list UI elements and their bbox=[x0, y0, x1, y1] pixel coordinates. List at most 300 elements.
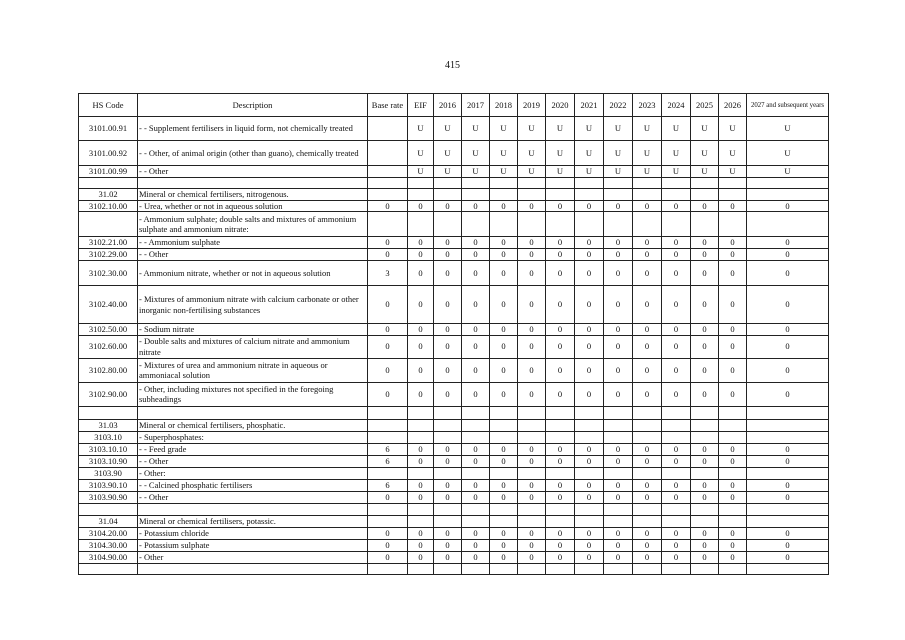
rate-cell: 0 bbox=[408, 455, 434, 467]
description-cell: - - Other bbox=[138, 166, 368, 178]
rate-cell: U bbox=[408, 166, 434, 178]
rate-cell bbox=[691, 515, 719, 527]
rate-cell: 0 bbox=[604, 324, 633, 336]
rate-cell: 0 bbox=[462, 261, 490, 286]
rate-cell: 0 bbox=[408, 261, 434, 286]
rate-cell bbox=[575, 467, 604, 479]
rate-cell: 0 bbox=[408, 382, 434, 406]
rate-cell: 0 bbox=[490, 527, 518, 539]
rate-cell bbox=[518, 503, 546, 515]
rate-cell: 0 bbox=[408, 335, 434, 358]
rate-cell: 0 bbox=[747, 237, 829, 249]
rate-cell: 0 bbox=[546, 443, 575, 455]
rate-cell: 0 bbox=[575, 237, 604, 249]
rate-cell: U bbox=[575, 117, 604, 141]
rate-cell: 0 bbox=[518, 479, 546, 491]
rate-cell bbox=[719, 212, 747, 237]
rate-cell bbox=[490, 177, 518, 188]
base-rate-cell bbox=[368, 419, 408, 431]
rate-cell bbox=[747, 419, 829, 431]
rate-cell bbox=[462, 212, 490, 237]
rate-cell: 0 bbox=[462, 382, 490, 406]
rate-cell: 0 bbox=[662, 324, 691, 336]
rate-cell: 0 bbox=[691, 286, 719, 324]
description-cell: - Other bbox=[138, 551, 368, 563]
header-year: 2025 bbox=[691, 94, 719, 117]
rate-cell: 0 bbox=[462, 551, 490, 563]
rate-cell: 0 bbox=[719, 539, 747, 551]
table-row bbox=[79, 117, 829, 141]
rate-cell: U bbox=[462, 141, 490, 166]
rate-cell bbox=[408, 563, 434, 574]
rate-cell: 0 bbox=[747, 261, 829, 286]
rate-cell: 0 bbox=[408, 200, 434, 212]
rate-cell: 0 bbox=[575, 479, 604, 491]
rate-cell: 0 bbox=[691, 527, 719, 539]
rate-cell bbox=[518, 431, 546, 443]
rate-cell: 0 bbox=[604, 443, 633, 455]
table-row bbox=[79, 324, 829, 336]
description-cell: Mineral or chemical fertilisers, phosphatic. bbox=[138, 419, 368, 431]
rate-cell: U bbox=[633, 117, 662, 141]
base-rate-cell: 0 bbox=[368, 382, 408, 406]
rate-cell: U bbox=[604, 141, 633, 166]
rate-cell bbox=[691, 177, 719, 188]
hs-code-cell bbox=[79, 406, 138, 419]
rate-cell bbox=[546, 188, 575, 200]
rate-cell bbox=[747, 467, 829, 479]
rate-cell: 0 bbox=[434, 479, 462, 491]
rate-cell: 0 bbox=[546, 479, 575, 491]
rate-cell bbox=[490, 212, 518, 237]
hs-code-cell bbox=[79, 212, 138, 237]
hs-code-cell bbox=[79, 503, 138, 515]
rate-cell: 0 bbox=[719, 249, 747, 261]
hs-code-cell: 3102.10.00 bbox=[79, 200, 138, 212]
rate-cell bbox=[490, 419, 518, 431]
base-rate-cell bbox=[368, 467, 408, 479]
rate-cell: 0 bbox=[633, 527, 662, 539]
base-rate-cell: 0 bbox=[368, 335, 408, 358]
rate-cell: 0 bbox=[408, 539, 434, 551]
rate-cell: 0 bbox=[434, 249, 462, 261]
rate-cell: 0 bbox=[462, 539, 490, 551]
table-row bbox=[79, 563, 829, 574]
rate-cell: 0 bbox=[546, 335, 575, 358]
rate-cell: 0 bbox=[546, 491, 575, 503]
rate-cell: 0 bbox=[719, 261, 747, 286]
rate-cell: 0 bbox=[518, 286, 546, 324]
rate-cell bbox=[633, 515, 662, 527]
rate-cell bbox=[546, 563, 575, 574]
rate-cell: U bbox=[434, 141, 462, 166]
rate-cell: 0 bbox=[434, 200, 462, 212]
table-row bbox=[79, 358, 829, 382]
rate-cell bbox=[719, 503, 747, 515]
base-rate-cell: 6 bbox=[368, 443, 408, 455]
table-row bbox=[79, 286, 829, 324]
rate-cell: 0 bbox=[518, 249, 546, 261]
rate-cell bbox=[633, 431, 662, 443]
rate-cell: 0 bbox=[434, 443, 462, 455]
rate-cell bbox=[408, 515, 434, 527]
rate-cell: 0 bbox=[490, 455, 518, 467]
rate-cell bbox=[662, 212, 691, 237]
rate-cell bbox=[434, 419, 462, 431]
rate-cell: 0 bbox=[747, 551, 829, 563]
description-cell: - Urea, whether or not in aqueous solution bbox=[138, 200, 368, 212]
rate-cell: 0 bbox=[633, 335, 662, 358]
rate-cell: 0 bbox=[408, 527, 434, 539]
base-rate-cell bbox=[368, 177, 408, 188]
rate-cell: 0 bbox=[575, 286, 604, 324]
rate-cell: U bbox=[575, 141, 604, 166]
rate-cell: U bbox=[546, 117, 575, 141]
rate-cell: 0 bbox=[662, 249, 691, 261]
rate-cell: 0 bbox=[662, 335, 691, 358]
hs-code-cell: 3104.90.00 bbox=[79, 551, 138, 563]
rate-cell: 0 bbox=[691, 324, 719, 336]
tariff-schedule-table bbox=[78, 93, 829, 575]
rate-cell: 0 bbox=[691, 491, 719, 503]
base-rate-cell: 0 bbox=[368, 539, 408, 551]
rate-cell bbox=[662, 503, 691, 515]
header-hs-code: HS Code bbox=[79, 94, 138, 117]
description-cell: - - Other bbox=[138, 491, 368, 503]
rate-cell bbox=[633, 212, 662, 237]
rate-cell: 0 bbox=[518, 324, 546, 336]
rate-cell: 0 bbox=[518, 335, 546, 358]
base-rate-cell: 6 bbox=[368, 455, 408, 467]
rate-cell bbox=[434, 467, 462, 479]
rate-cell: 0 bbox=[434, 551, 462, 563]
rate-cell: 0 bbox=[546, 237, 575, 249]
rate-cell: 0 bbox=[604, 335, 633, 358]
hs-code-cell: 3102.40.00 bbox=[79, 286, 138, 324]
rate-cell: 0 bbox=[434, 382, 462, 406]
rate-cell bbox=[546, 212, 575, 237]
rate-cell: 0 bbox=[462, 249, 490, 261]
rate-cell bbox=[604, 177, 633, 188]
rate-cell: 0 bbox=[691, 382, 719, 406]
table-row bbox=[79, 467, 829, 479]
rate-cell bbox=[518, 467, 546, 479]
rate-cell bbox=[575, 177, 604, 188]
rate-cell: 0 bbox=[434, 237, 462, 249]
header-year: 2019 bbox=[518, 94, 546, 117]
rate-cell: 0 bbox=[691, 335, 719, 358]
rate-cell: 0 bbox=[518, 455, 546, 467]
rate-cell bbox=[691, 406, 719, 419]
rate-cell: 0 bbox=[408, 249, 434, 261]
rate-cell bbox=[408, 467, 434, 479]
rate-cell: 0 bbox=[575, 335, 604, 358]
rate-cell bbox=[518, 212, 546, 237]
rate-cell: 0 bbox=[575, 551, 604, 563]
base-rate-cell: 0 bbox=[368, 358, 408, 382]
rate-cell: 0 bbox=[719, 237, 747, 249]
rate-cell: 0 bbox=[691, 358, 719, 382]
hs-code-cell: 3101.00.99 bbox=[79, 166, 138, 178]
rate-cell: 0 bbox=[575, 200, 604, 212]
rate-cell bbox=[408, 419, 434, 431]
rate-cell: 0 bbox=[575, 455, 604, 467]
header-eif: EIF bbox=[408, 94, 434, 117]
rate-cell: 0 bbox=[462, 200, 490, 212]
rate-cell: 0 bbox=[633, 491, 662, 503]
description-cell: - Potassium chloride bbox=[138, 527, 368, 539]
rate-cell bbox=[719, 177, 747, 188]
rate-cell: U bbox=[691, 141, 719, 166]
rate-cell: 0 bbox=[490, 382, 518, 406]
description-cell: - - Supplement fertilisers in liquid form, not chemically treated bbox=[138, 117, 368, 141]
hs-code-cell: 3104.20.00 bbox=[79, 527, 138, 539]
table-row bbox=[79, 443, 829, 455]
header-year: 2024 bbox=[662, 94, 691, 117]
rate-cell: 0 bbox=[633, 237, 662, 249]
rate-cell: 0 bbox=[408, 479, 434, 491]
rate-cell: 0 bbox=[518, 200, 546, 212]
rate-cell bbox=[434, 188, 462, 200]
rate-cell bbox=[575, 188, 604, 200]
hs-code-cell: 31.02 bbox=[79, 188, 138, 200]
base-rate-cell bbox=[368, 515, 408, 527]
rate-cell: 0 bbox=[408, 358, 434, 382]
rate-cell: 0 bbox=[518, 539, 546, 551]
rate-cell bbox=[633, 177, 662, 188]
rate-cell bbox=[662, 563, 691, 574]
rate-cell: 0 bbox=[633, 286, 662, 324]
rate-cell: 0 bbox=[747, 455, 829, 467]
hs-code-cell: 3102.29.00 bbox=[79, 249, 138, 261]
base-rate-cell bbox=[368, 141, 408, 166]
rate-cell bbox=[633, 503, 662, 515]
rate-cell: U bbox=[691, 166, 719, 178]
rate-cell bbox=[691, 563, 719, 574]
rate-cell: 0 bbox=[434, 335, 462, 358]
rate-cell: 0 bbox=[604, 479, 633, 491]
rate-cell bbox=[546, 431, 575, 443]
description-cell bbox=[138, 406, 368, 419]
rate-cell bbox=[546, 515, 575, 527]
base-rate-cell bbox=[368, 503, 408, 515]
rate-cell: 0 bbox=[462, 491, 490, 503]
rate-cell: 0 bbox=[691, 539, 719, 551]
base-rate-cell: 3 bbox=[368, 261, 408, 286]
rate-cell: 0 bbox=[747, 335, 829, 358]
rate-cell: 0 bbox=[662, 491, 691, 503]
rate-cell bbox=[546, 177, 575, 188]
rate-cell bbox=[575, 419, 604, 431]
table-row bbox=[79, 212, 829, 237]
rate-cell: 0 bbox=[747, 479, 829, 491]
hs-code-cell: 3103.10 bbox=[79, 431, 138, 443]
base-rate-cell: 0 bbox=[368, 527, 408, 539]
rate-cell: 0 bbox=[408, 324, 434, 336]
rate-cell bbox=[633, 419, 662, 431]
rate-cell bbox=[691, 431, 719, 443]
description-cell: - Double salts and mixtures of calcium nitrate and ammonium nitrate bbox=[138, 335, 368, 358]
rate-cell: 0 bbox=[518, 358, 546, 382]
rate-cell: 0 bbox=[462, 324, 490, 336]
description-cell bbox=[138, 563, 368, 574]
rate-cell: U bbox=[662, 141, 691, 166]
rate-cell bbox=[462, 419, 490, 431]
rate-cell bbox=[518, 419, 546, 431]
rate-cell bbox=[408, 188, 434, 200]
rate-cell: 0 bbox=[462, 237, 490, 249]
rate-cell: 0 bbox=[633, 324, 662, 336]
header-description: Description bbox=[138, 94, 368, 117]
hs-code-cell: 31.04 bbox=[79, 515, 138, 527]
rate-cell bbox=[747, 431, 829, 443]
rate-cell bbox=[747, 188, 829, 200]
rate-cell: 0 bbox=[719, 335, 747, 358]
header-year: 2016 bbox=[434, 94, 462, 117]
rate-cell: 0 bbox=[434, 491, 462, 503]
header-year: 2026 bbox=[719, 94, 747, 117]
base-rate-cell: 0 bbox=[368, 249, 408, 261]
header-year: 2020 bbox=[546, 94, 575, 117]
rate-cell bbox=[662, 431, 691, 443]
rate-cell bbox=[408, 406, 434, 419]
hs-code-cell: 3102.90.00 bbox=[79, 382, 138, 406]
rate-cell: 0 bbox=[575, 527, 604, 539]
rate-cell bbox=[408, 431, 434, 443]
rate-cell: 0 bbox=[604, 551, 633, 563]
rate-cell bbox=[518, 177, 546, 188]
rate-cell bbox=[408, 212, 434, 237]
rate-cell: 0 bbox=[546, 249, 575, 261]
description-cell: - Ammonium nitrate, whether or not in aqueous solution bbox=[138, 261, 368, 286]
base-rate-cell: 6 bbox=[368, 479, 408, 491]
rate-cell: 0 bbox=[691, 479, 719, 491]
table-row bbox=[79, 200, 829, 212]
rate-cell bbox=[408, 503, 434, 515]
table-row bbox=[79, 431, 829, 443]
rate-cell: U bbox=[518, 117, 546, 141]
rate-cell: 0 bbox=[633, 551, 662, 563]
rate-cell: 0 bbox=[604, 527, 633, 539]
rate-cell bbox=[604, 188, 633, 200]
hs-code-cell: 3103.10.10 bbox=[79, 443, 138, 455]
rate-cell: U bbox=[408, 141, 434, 166]
rate-cell bbox=[462, 467, 490, 479]
table-row bbox=[79, 455, 829, 467]
header-year: 2018 bbox=[490, 94, 518, 117]
rate-cell bbox=[575, 406, 604, 419]
rate-cell: 0 bbox=[490, 237, 518, 249]
rate-cell: 0 bbox=[747, 382, 829, 406]
rate-cell bbox=[518, 563, 546, 574]
rate-cell: 0 bbox=[408, 237, 434, 249]
rate-cell: U bbox=[691, 117, 719, 141]
rate-cell bbox=[604, 467, 633, 479]
header-year: 2021 bbox=[575, 94, 604, 117]
rate-cell: 0 bbox=[490, 358, 518, 382]
rate-cell: 0 bbox=[575, 324, 604, 336]
rate-cell: 0 bbox=[490, 551, 518, 563]
rate-cell: U bbox=[518, 166, 546, 178]
description-cell: - - Feed grade bbox=[138, 443, 368, 455]
rate-cell: 0 bbox=[662, 358, 691, 382]
table-row bbox=[79, 551, 829, 563]
rate-cell bbox=[462, 563, 490, 574]
page-number: 415 bbox=[445, 60, 460, 71]
rate-cell bbox=[575, 563, 604, 574]
hs-code-cell bbox=[79, 563, 138, 574]
header-year: 2017 bbox=[462, 94, 490, 117]
rate-cell: 0 bbox=[490, 539, 518, 551]
rate-cell bbox=[747, 503, 829, 515]
table-row bbox=[79, 382, 829, 406]
base-rate-cell: 0 bbox=[368, 286, 408, 324]
rate-cell bbox=[434, 177, 462, 188]
rate-cell: 0 bbox=[408, 491, 434, 503]
table-row bbox=[79, 479, 829, 491]
rate-cell bbox=[546, 467, 575, 479]
rate-cell: U bbox=[719, 166, 747, 178]
table-row bbox=[79, 419, 829, 431]
rate-cell: 0 bbox=[691, 249, 719, 261]
rate-cell bbox=[604, 515, 633, 527]
base-rate-cell bbox=[368, 188, 408, 200]
hs-code-cell: 3102.30.00 bbox=[79, 261, 138, 286]
rate-cell: 0 bbox=[633, 382, 662, 406]
rate-cell: 0 bbox=[662, 539, 691, 551]
rate-cell bbox=[691, 212, 719, 237]
rate-cell: 0 bbox=[604, 237, 633, 249]
rate-cell: 0 bbox=[691, 551, 719, 563]
hs-code-cell: 3102.50.00 bbox=[79, 324, 138, 336]
rate-cell bbox=[604, 563, 633, 574]
rate-cell: 0 bbox=[575, 382, 604, 406]
rate-cell: U bbox=[462, 117, 490, 141]
rate-cell bbox=[434, 431, 462, 443]
hs-code-cell: 3101.00.92 bbox=[79, 141, 138, 166]
description-cell: - - Calcined phosphatic fertilisers bbox=[138, 479, 368, 491]
rate-cell: 0 bbox=[604, 382, 633, 406]
rate-cell: 0 bbox=[662, 479, 691, 491]
rate-cell: 0 bbox=[546, 455, 575, 467]
rate-cell bbox=[633, 188, 662, 200]
rate-cell: 0 bbox=[633, 261, 662, 286]
rate-cell: 0 bbox=[633, 443, 662, 455]
rate-cell: 0 bbox=[546, 261, 575, 286]
rate-cell: 0 bbox=[490, 286, 518, 324]
hs-code-cell: 3103.90.90 bbox=[79, 491, 138, 503]
rate-cell bbox=[691, 467, 719, 479]
rate-cell: 0 bbox=[604, 200, 633, 212]
rate-cell: 0 bbox=[604, 261, 633, 286]
rate-cell: 0 bbox=[434, 261, 462, 286]
rate-cell: 0 bbox=[719, 443, 747, 455]
rate-cell: 0 bbox=[490, 200, 518, 212]
rate-cell: 0 bbox=[434, 324, 462, 336]
rate-cell bbox=[691, 188, 719, 200]
hs-code-cell: 31.03 bbox=[79, 419, 138, 431]
rate-cell bbox=[518, 406, 546, 419]
rate-cell: 0 bbox=[518, 382, 546, 406]
rate-cell bbox=[490, 431, 518, 443]
rate-cell: 0 bbox=[719, 551, 747, 563]
rate-cell bbox=[747, 177, 829, 188]
rate-cell: U bbox=[490, 117, 518, 141]
description-cell: - Potassium sulphate bbox=[138, 539, 368, 551]
rate-cell: 0 bbox=[633, 200, 662, 212]
rate-cell bbox=[575, 515, 604, 527]
description-cell: - Other: bbox=[138, 467, 368, 479]
